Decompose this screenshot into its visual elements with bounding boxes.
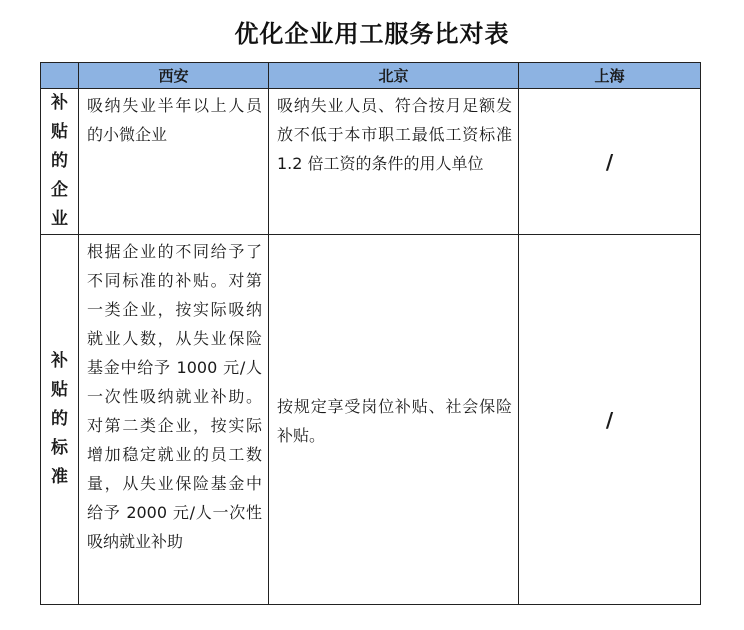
header-corner-cell xyxy=(41,63,79,89)
header-beijing: 北京 xyxy=(269,63,519,89)
row-label-char: 贴 xyxy=(51,122,68,142)
row-label-char: 补 xyxy=(51,351,68,371)
cell-beijing-standard: 按规定享受岗位补贴、社会保险补贴。 xyxy=(269,235,519,605)
row-label-char: 的 xyxy=(51,151,68,171)
row-label-char: 准 xyxy=(51,467,68,487)
header-shanghai: 上海 xyxy=(519,63,701,89)
page-title: 优化企业用工服务比对表 xyxy=(234,20,510,48)
row-label-char: 贴 xyxy=(51,380,68,400)
row-label-subsidy-standard xyxy=(41,235,79,605)
row-label-char: 企 xyxy=(51,180,68,200)
table-header-row xyxy=(41,63,701,89)
cell-shanghai-standard: / xyxy=(519,235,701,605)
table-row xyxy=(41,235,701,605)
row-label-char: 标 xyxy=(51,438,68,458)
cell-shanghai-enterprises: / xyxy=(519,89,701,235)
cell-xian-enterprises: 吸纳失业半年以上人员的小微企业 xyxy=(79,89,269,235)
row-label-char: 的 xyxy=(51,409,68,429)
row-label-subsidized-enterprises xyxy=(41,89,79,235)
comparison-table xyxy=(40,62,701,605)
table-row xyxy=(41,89,701,235)
cell-xian-standard: 根据企业的不同给予了不同标准的补贴。对第一类企业，按实际吸纳就业人数，从失业保险基金中给予 1000 元/人一次性吸纳就业补助。对第二类企业，按实际增加稳定就业的员工数量，从失业保险基金中给予 2000 元/人一次性吸纳就业补助 xyxy=(79,235,269,605)
row-label-char: 业 xyxy=(51,209,68,229)
cell-beijing-enterprises: 吸纳失业人员、符合按月足额发放不低于本市职工最低工资标准 1.2 倍工资的条件的用人单位 xyxy=(269,89,519,235)
row-label-char: 补 xyxy=(51,93,68,113)
header-xian: 西安 xyxy=(79,63,269,89)
